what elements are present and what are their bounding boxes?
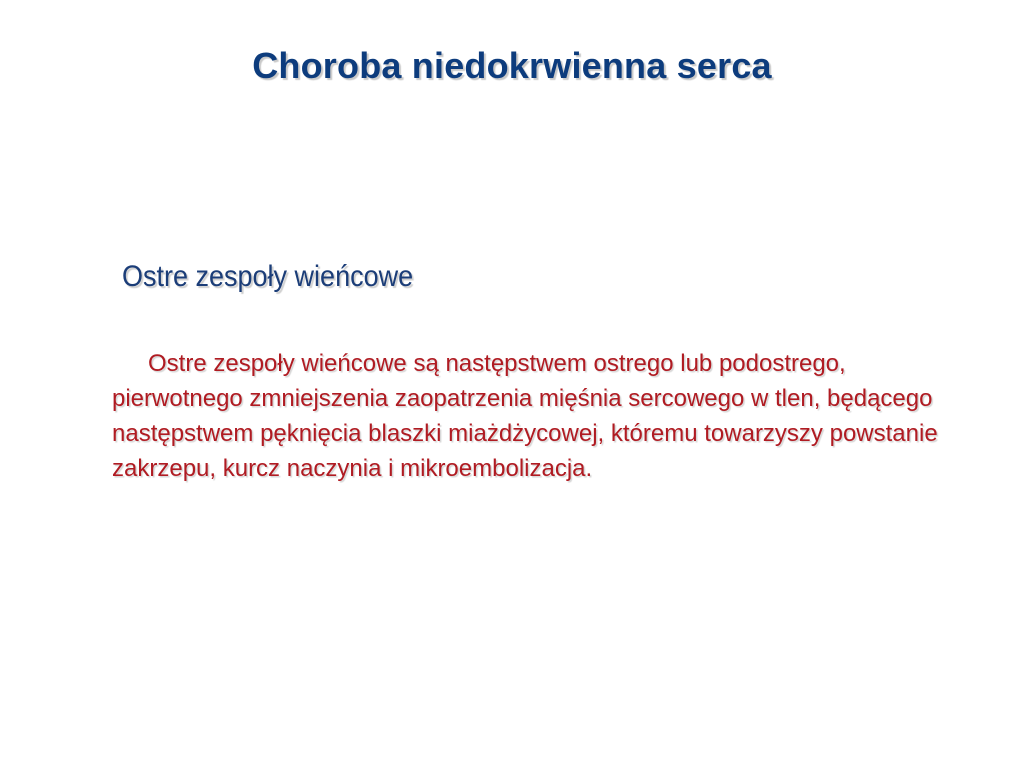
slide-title: Choroba niedokrwienna serca <box>252 45 772 86</box>
slide-subtitle: Ostre zespoły wieńcowe <box>122 260 414 293</box>
definition-paragraph: Ostre zespoły wieńcowe są następstwem ostrego lub podostrego, pierwotnego zmniejszenia zaopatrzenia mięśnia sercowego w tlen, będącego następstwem pęknięcia blaszki miażdżycowej, któremu towarzyszy powstanie zakrzepu, kurcz naczynia i mikroembolizacja. <box>112 350 938 482</box>
